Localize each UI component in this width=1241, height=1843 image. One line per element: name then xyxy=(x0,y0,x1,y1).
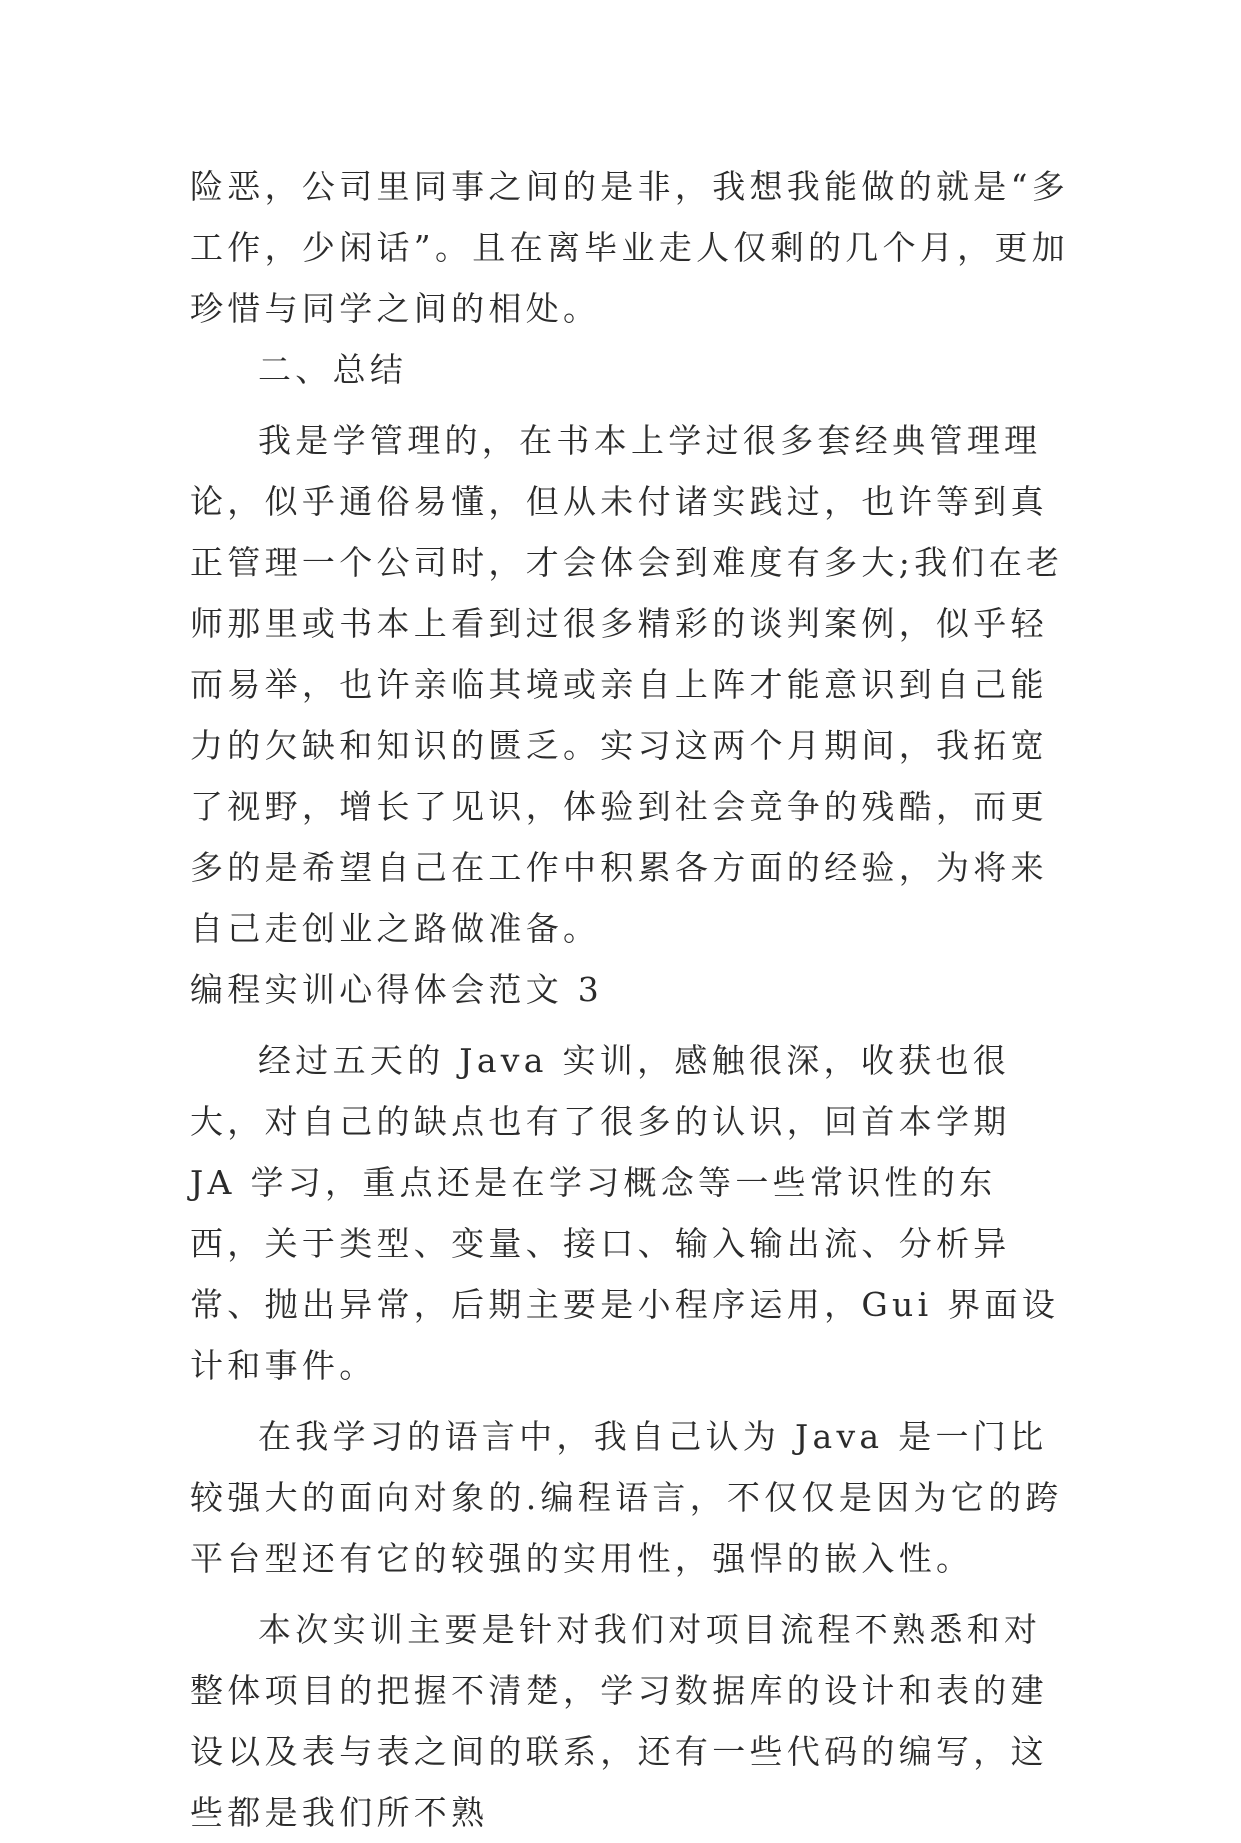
section-heading-summary: 二、总结 xyxy=(258,350,408,389)
paragraph-summary: 我是学管理的，在书本上学过很多套经典管理理论，似乎通俗易懂，但从未付诸实践过，也许等到真正管理一个公司时，才会体会到难度有多大;我们在老师那里或书本上看到过很多精彩的谈判案例，似乎轻而易举，也许亲临其境或亲自上阵才能意识到自己能力的欠缺和知识的匮乏。实习这两个月期间，我拓宽了视野，增长了见识，体验到社会竞争的残酷，而更多的是希望自己在工作中积累各方面的经验，为将来自己走创业之路做准备。 xyxy=(190,421,1064,948)
section-title: 编程实训心得体会范文 3 xyxy=(190,970,604,1009)
document-body xyxy=(190,156,1070,1843)
paragraph-java-training: 经过五天的 Java 实训，感触很深，收获也很大，对自己的缺点也有了很多的认识，回首本学期 JA 学习，重点还是在学习概念等一些常识性的东西，关于类型、变量、接口、输入输出流、分析异常、抛出异常，后期主要是小程序运用，Gui 界面设计和事件。 xyxy=(190,1041,1060,1385)
paragraph-continued: 险恶，公司里同事之间的是非，我想我能做的就是“多工作，少闲话”。且在离毕业走人仅剩的几个月，更加珍惜与同学之间的相处。 xyxy=(190,167,1070,328)
paragraph-java-language: 在我学习的语言中，我自己认为 Java 是一门比较强大的面向对象的.编程语言，不仅仅是因为它的跨平台型还有它的较强的实用性，强悍的嵌入性。 xyxy=(190,1417,1063,1578)
paragraph-training-focus: 本次实训主要是针对我们对项目流程不熟悉和对整体项目的把握不清楚，学习数据库的设计和表的建设以及表与表之间的联系，还有一些代码的编写，这些都是我们所不熟 xyxy=(190,1610,1048,1832)
